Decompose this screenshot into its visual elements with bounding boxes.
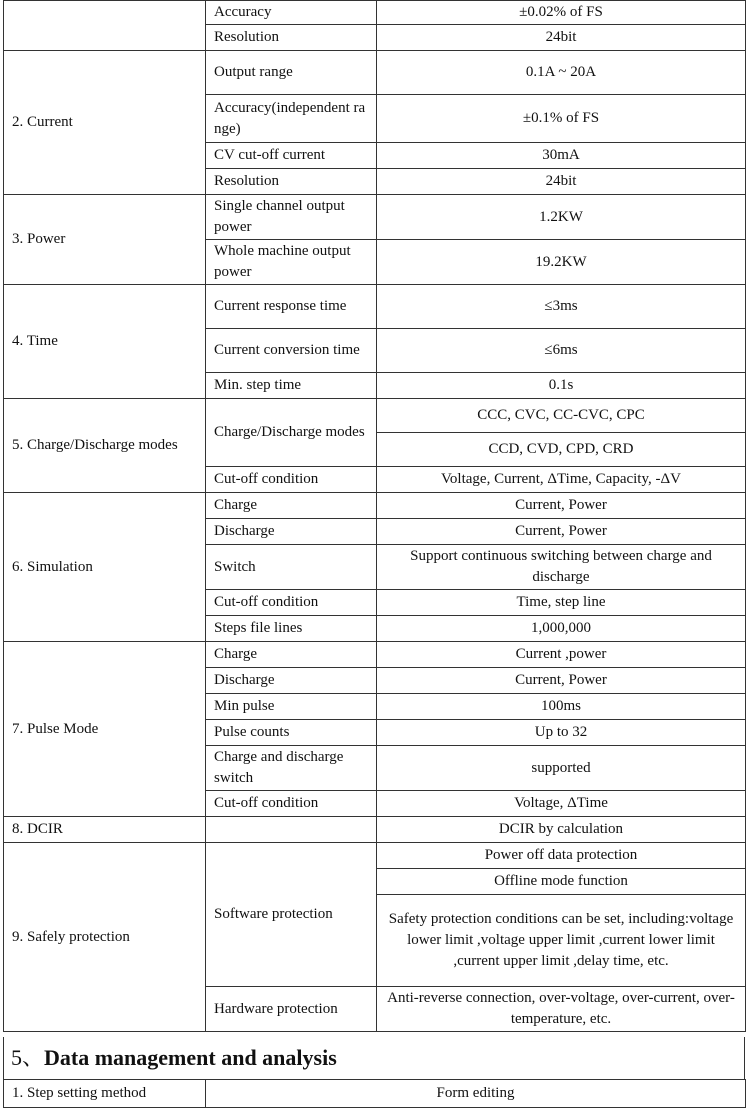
param-value: 24bit <box>377 25 746 51</box>
param-value: CCD, CVD, CPD, CRD <box>377 433 746 467</box>
group-cell-voltage <box>4 1 206 51</box>
section-heading <box>3 1037 745 1079</box>
param-label: Cut-off condition <box>206 791 377 817</box>
table-row <box>4 493 746 519</box>
param-value: 1.2KW <box>377 195 746 240</box>
param-label: Resolution <box>206 25 377 51</box>
param-label: Single channel output power <box>206 195 377 240</box>
table-row <box>4 642 746 668</box>
param-value: Up to 32 <box>377 720 746 746</box>
param-value: DCIR by calculation <box>377 817 746 843</box>
param-value: 0.1A ~ 20A <box>377 51 746 95</box>
group-label: 7. Pulse Mode <box>4 642 206 817</box>
group-label: 2. Current <box>4 51 206 195</box>
param-label: Charge/Discharge modes <box>206 399 377 467</box>
param-value: Support continuous switching between charge and discharge <box>377 545 746 590</box>
param-value: 30mA <box>377 143 746 169</box>
group-label: 3. Power <box>4 195 206 285</box>
table-row <box>4 285 746 329</box>
param-label: Min. step time <box>206 373 377 399</box>
param-label: Whole machine output power <box>206 240 377 285</box>
table-row <box>4 817 746 843</box>
param-value: CCC, CVC, CC-CVC, CPC <box>377 399 746 433</box>
param-label: Current response time <box>206 285 377 329</box>
param-value: 1,000,000 <box>377 616 746 642</box>
param-value: Current, Power <box>377 493 746 519</box>
spec-table <box>3 0 746 1032</box>
data-management-table <box>3 1079 746 1108</box>
param-label: Resolution <box>206 169 377 195</box>
table-row <box>4 399 746 433</box>
param-label: Steps file lines <box>206 616 377 642</box>
param-value: ±0.1% of FS <box>377 95 746 143</box>
param-label: Software protection <box>206 843 377 987</box>
param-value: Offline mode function <box>377 869 746 895</box>
param-value: Voltage, Current, ΔTime, Capacity, -ΔV <box>377 467 746 493</box>
param-label: Pulse counts <box>206 720 377 746</box>
param-value: Current ,power <box>377 642 746 668</box>
group-label: 4. Time <box>4 285 206 399</box>
param-value: Safety protection conditions can be set, including:voltage lower limit ,voltage upper limit ,current lower limit ,current upper limit ,delay time, etc. <box>377 895 746 987</box>
param-value: ≤6ms <box>377 329 746 373</box>
param-value: Form editing <box>206 1080 746 1108</box>
section-number: 5、 <box>11 1045 45 1070</box>
group-label: 5. Charge/Discharge modes <box>4 399 206 493</box>
param-value: 19.2KW <box>377 240 746 285</box>
param-value: 24bit <box>377 169 746 195</box>
param-value: Current, Power <box>377 668 746 694</box>
group-label: 9. Safely protection <box>4 843 206 1032</box>
param-label: CV cut-off current <box>206 143 377 169</box>
param-value: 0.1s <box>377 373 746 399</box>
param-label: Output range <box>206 51 377 95</box>
param-label: Discharge <box>206 668 377 694</box>
table-row <box>4 51 746 95</box>
table-row <box>4 843 746 869</box>
param-value: Time, step line <box>377 590 746 616</box>
param-value: ≤3ms <box>377 285 746 329</box>
param-label-empty <box>206 817 377 843</box>
param-value: Power off data protection <box>377 843 746 869</box>
param-label: Switch <box>206 545 377 590</box>
param-value: supported <box>377 746 746 791</box>
group-label: 6. Simulation <box>4 493 206 642</box>
param-label: Accuracy(independent range) <box>206 95 377 143</box>
param-label: Min pulse <box>206 694 377 720</box>
param-label: Discharge <box>206 519 377 545</box>
param-value: Voltage, ΔTime <box>377 791 746 817</box>
table-row <box>4 1080 746 1108</box>
param-label: Cut-off condition <box>206 467 377 493</box>
param-label: Charge and discharge switch <box>206 746 377 791</box>
param-label: Charge <box>206 493 377 519</box>
param-label: Charge <box>206 642 377 668</box>
param-value: 100ms <box>377 694 746 720</box>
param-label: 1. Step setting method <box>4 1080 206 1108</box>
param-label: Hardware protection <box>206 987 377 1032</box>
table-row <box>4 1 746 25</box>
param-value: Current, Power <box>377 519 746 545</box>
param-value: Anti-reverse connection, over-voltage, over-current, over-temperature, etc. <box>377 987 746 1032</box>
param-label: Current conversion time <box>206 329 377 373</box>
table-row <box>4 195 746 240</box>
param-label: Accuracy <box>206 1 377 25</box>
param-label: Cut-off condition <box>206 590 377 616</box>
param-value: ±0.02% of FS <box>377 1 746 25</box>
group-label: 8. DCIR <box>4 817 206 843</box>
section-title: Data management and analysis <box>44 1045 337 1070</box>
